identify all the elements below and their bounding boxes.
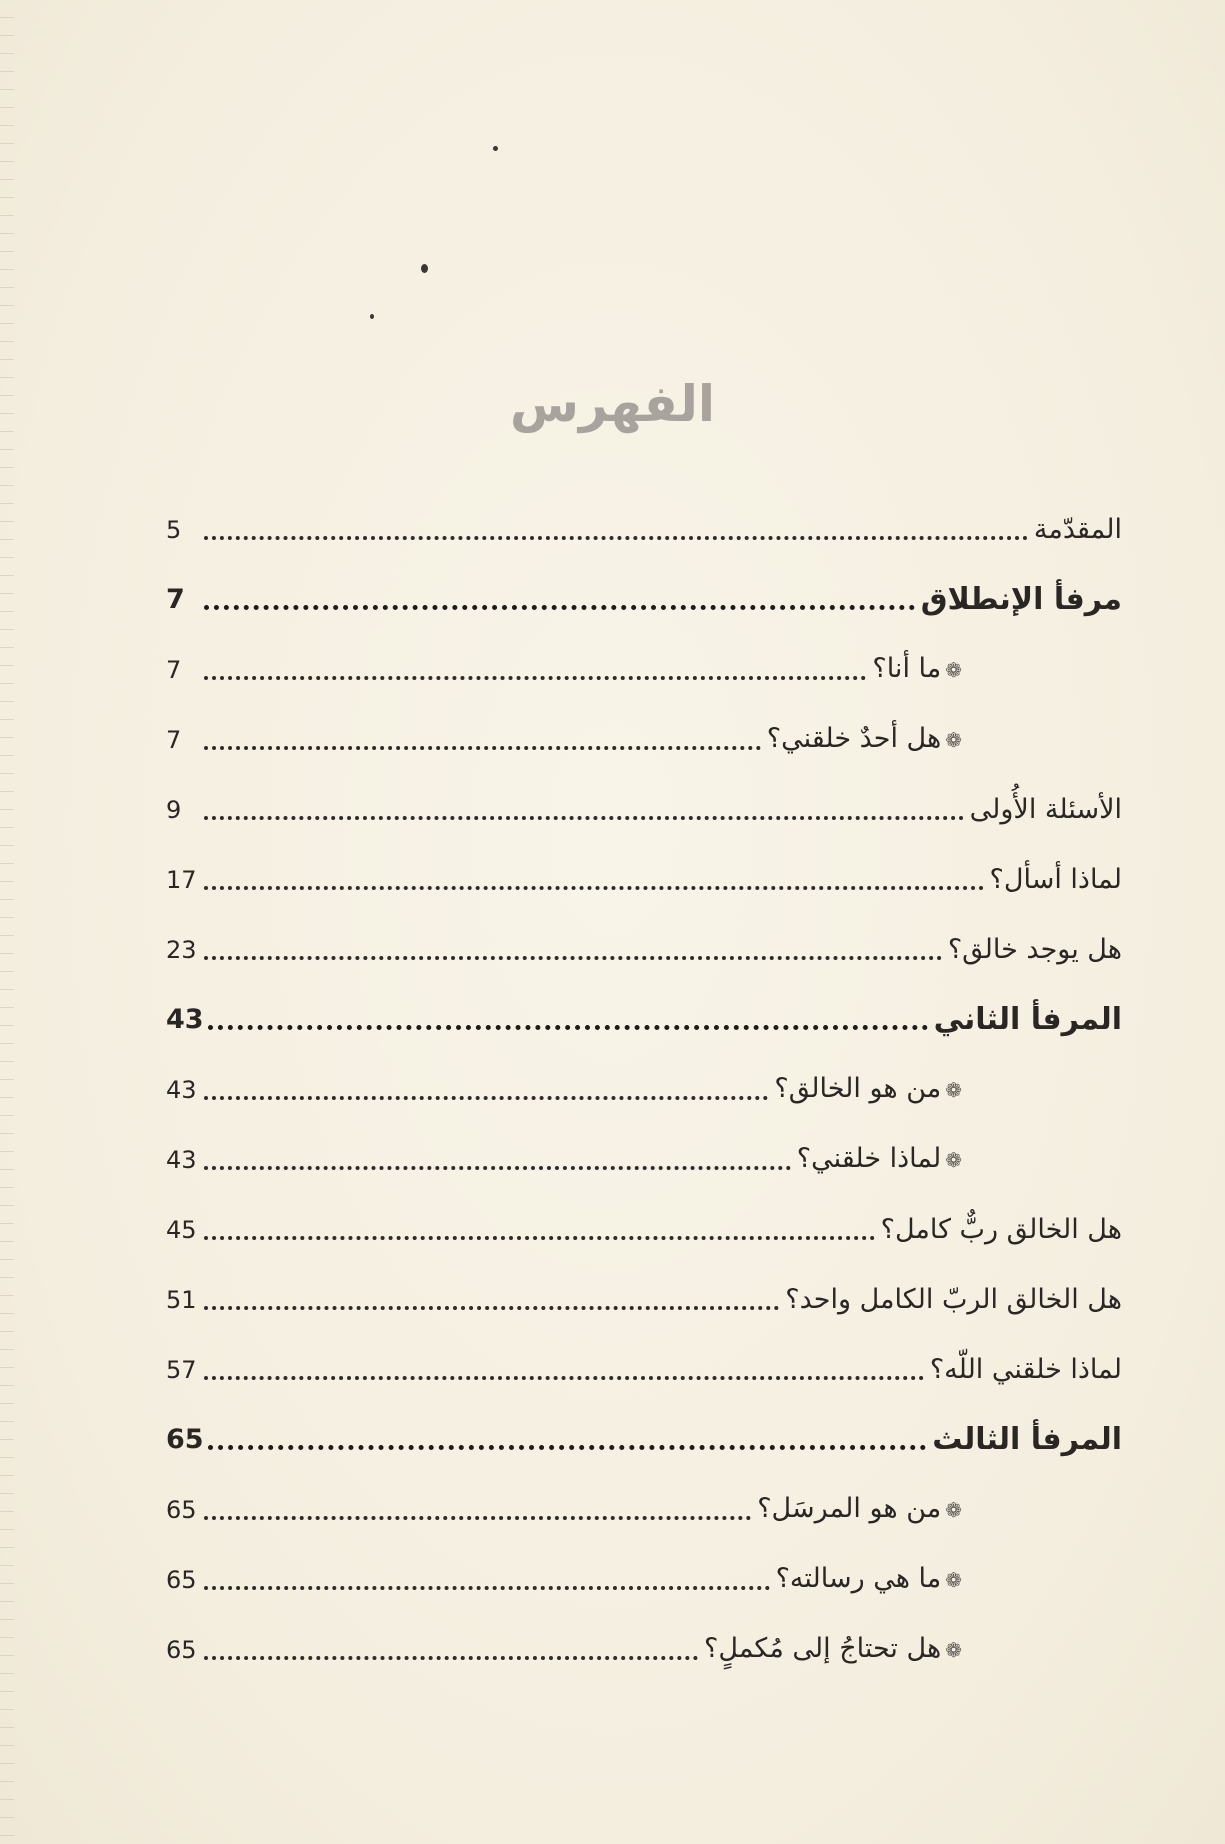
toc-section-label: المرفأ الثالث (932, 1422, 1122, 1457)
toc-page-number: 43 (166, 1076, 197, 1104)
leader-dots (204, 605, 915, 610)
leader-dots (208, 1025, 928, 1030)
toc-page-number: 65 (166, 1636, 197, 1664)
toc-entry-label: هل يوجد خالق؟ (947, 934, 1122, 965)
toc-subentry-text: ما هي رسالته؟ (775, 1563, 942, 1594)
toc-section-label: مرفأ الإنطلاق (920, 582, 1122, 617)
toc-entry (166, 1332, 1122, 1388)
leader-dots (204, 1166, 791, 1170)
toc-subentry-label (866, 651, 962, 688)
toc-entry-label: هل الخالق ربٌّ كامل؟ (880, 1214, 1122, 1245)
flower-bullet-icon: ❁ (945, 658, 962, 682)
flower-bullet-icon: ❁ (945, 728, 962, 752)
toc-entry (166, 772, 1122, 828)
leader-dots (204, 536, 1028, 540)
toc-entry-label: لماذا خلقني اللّه؟ (929, 1354, 1122, 1385)
toc-entry (166, 842, 1122, 898)
page-title: الفهرس (509, 375, 715, 433)
toc-page-number: 7 (166, 726, 182, 754)
toc-page-number: 9 (166, 796, 182, 824)
toc-subentry-label (761, 721, 962, 758)
leader-dots (204, 676, 866, 680)
leader-dots (208, 1445, 927, 1450)
toc-section-label: المرفأ الثاني (933, 1002, 1122, 1037)
leader-dots (204, 1236, 875, 1240)
leader-dots (204, 1516, 751, 1520)
toc-entry-label: الأسئلة الأُولى (969, 794, 1122, 825)
toc-page-number: 57 (166, 1356, 197, 1384)
leader-dots (204, 1586, 770, 1590)
toc-page-number: 7 (166, 656, 182, 684)
leader-dots (204, 816, 964, 820)
leader-dots (204, 1306, 779, 1310)
toc-subentry (166, 1122, 1122, 1178)
toc-entry (166, 492, 1122, 548)
toc-subentry (166, 1542, 1122, 1598)
toc-page-number: 5 (166, 516, 182, 544)
leader-dots (204, 746, 761, 750)
toc-entry (166, 1192, 1122, 1248)
toc-subentry-label (751, 1491, 962, 1528)
toc-page-number: 65 (166, 1496, 197, 1524)
toc-entry (166, 912, 1122, 968)
toc-subentry (166, 702, 1122, 758)
toc-page-number: 43 (166, 1004, 204, 1035)
toc-subentry-label (768, 1071, 962, 1108)
flower-bullet-icon: ❁ (945, 1498, 962, 1522)
toc-page-number: 7 (166, 584, 185, 615)
toc-subentry (166, 1052, 1122, 1108)
toc-subentry-text: من هو المرسَل؟ (757, 1493, 942, 1524)
toc-subentry-text: لماذا خلقني؟ (796, 1143, 942, 1174)
toc-subentry-text: من هو الخالق؟ (774, 1073, 942, 1104)
toc-subentry-label (791, 1141, 962, 1178)
leader-dots (204, 1656, 698, 1660)
ink-speck (493, 146, 498, 151)
toc-subentry (166, 1472, 1122, 1528)
toc-page-number: 51 (166, 1286, 197, 1314)
toc-subentry (166, 1612, 1122, 1668)
toc-section (166, 1402, 1122, 1458)
toc-entry-label: لماذا أسأل؟ (989, 864, 1122, 895)
toc-page-number: 65 (166, 1566, 197, 1594)
toc-entry (166, 1262, 1122, 1318)
toc-page-number: 43 (166, 1146, 197, 1174)
flower-bullet-icon: ❁ (945, 1148, 962, 1172)
toc-section (166, 562, 1122, 618)
leader-dots (204, 886, 984, 890)
flower-bullet-icon: ❁ (945, 1638, 962, 1662)
leader-dots (204, 1376, 924, 1380)
ink-speck (370, 314, 374, 319)
leader-dots (204, 1096, 768, 1100)
leader-dots (204, 956, 942, 960)
toc-subentry-text: ما أنا؟ (872, 653, 942, 684)
toc-page-number: 17 (166, 866, 197, 894)
toc-page-number: 23 (166, 936, 197, 964)
ink-speck (421, 264, 428, 273)
toc-subentry (166, 632, 1122, 688)
toc-page-number: 65 (166, 1424, 204, 1455)
toc-subentry-label (770, 1561, 962, 1598)
toc-subentry-label (698, 1631, 962, 1668)
flower-bullet-icon: ❁ (945, 1568, 962, 1592)
flower-bullet-icon: ❁ (945, 1078, 962, 1102)
toc-page-number: 45 (166, 1216, 197, 1244)
toc-entry-label: المقدّمة (1033, 514, 1122, 545)
toc-section (166, 982, 1122, 1038)
toc-subentry-text: هل تحتاجُ إلى مُكملٍ؟ (704, 1633, 942, 1664)
toc-subentry-text: هل أحدٌ خلقني؟ (766, 723, 942, 754)
toc-entry-label: هل الخالق الربّ الكامل واحد؟ (785, 1284, 1122, 1315)
binding-edge (0, 0, 14, 1844)
